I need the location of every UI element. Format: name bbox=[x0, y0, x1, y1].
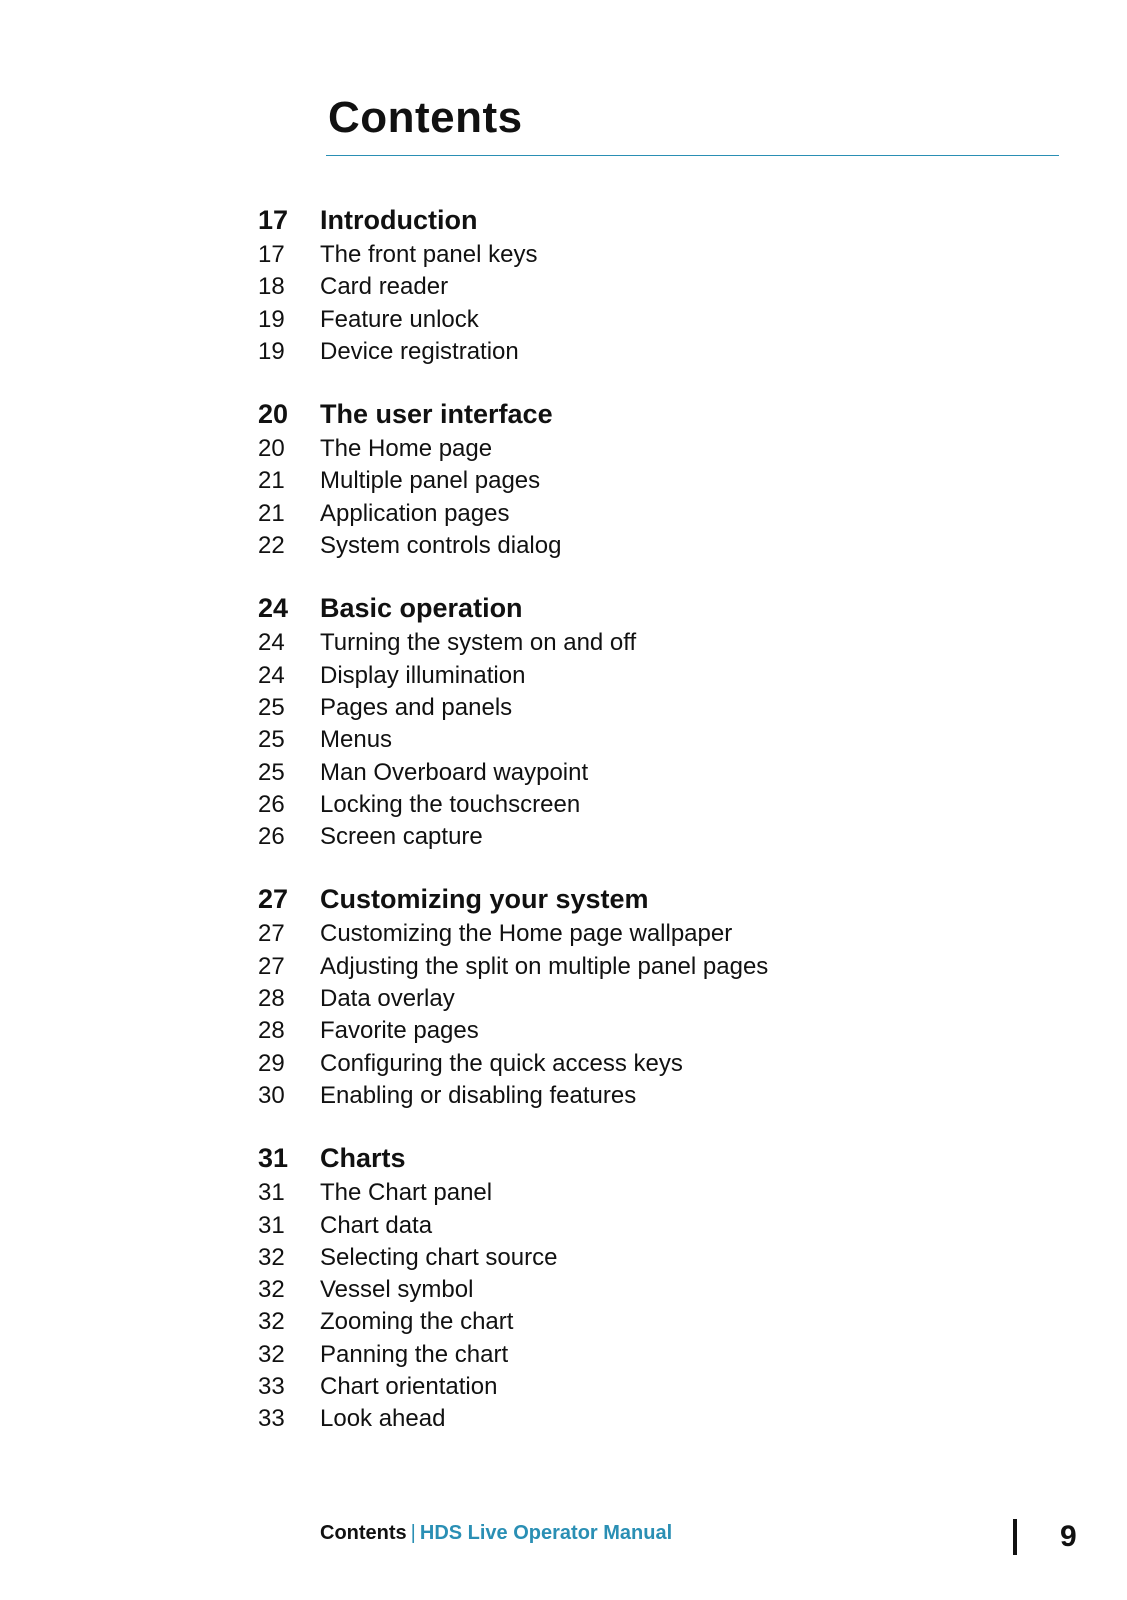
toc-entry-title: Feature unlock bbox=[320, 305, 479, 333]
toc-page-number: 26 bbox=[258, 790, 285, 818]
toc-entry-title: The Home page bbox=[320, 435, 493, 463]
toc-entry-title: Configuring the quick access keys bbox=[320, 1049, 683, 1077]
footer-separator: | bbox=[410, 1522, 416, 1544]
toc-page-number: 21 bbox=[258, 499, 285, 527]
toc-entry[interactable] bbox=[258, 789, 1058, 821]
toc-entry[interactable] bbox=[258, 530, 1058, 562]
toc-section-title: Introduction bbox=[320, 205, 478, 235]
toc-entry[interactable] bbox=[258, 724, 1058, 756]
toc-entry-title: Device registration bbox=[320, 337, 519, 365]
toc-entry[interactable] bbox=[258, 336, 1058, 368]
toc-page-number: 18 bbox=[258, 273, 285, 301]
toc-entry[interactable] bbox=[258, 821, 1058, 853]
toc-entry[interactable] bbox=[258, 1403, 1058, 1435]
title-divider bbox=[326, 155, 1059, 156]
toc-entry[interactable] bbox=[258, 1048, 1058, 1080]
page-title: Contents bbox=[328, 93, 523, 142]
toc-entry-title: Menus bbox=[320, 726, 393, 754]
toc-entry-title: Chart data bbox=[320, 1211, 433, 1239]
toc-entry[interactable] bbox=[258, 1339, 1058, 1371]
toc-entry[interactable] bbox=[258, 465, 1058, 497]
toc-entry[interactable] bbox=[258, 1177, 1058, 1209]
toc-entry[interactable] bbox=[258, 1274, 1058, 1306]
toc-entry[interactable] bbox=[258, 918, 1058, 950]
toc-page-number: 28 bbox=[258, 985, 285, 1013]
toc-entry[interactable] bbox=[258, 498, 1058, 530]
toc-page-number: 24 bbox=[258, 661, 285, 689]
toc-page-number: 31 bbox=[258, 1179, 285, 1207]
toc-page-number: 31 bbox=[258, 1143, 289, 1174]
toc-entry-title: Pages and panels bbox=[320, 693, 513, 721]
toc-entry[interactable] bbox=[258, 1210, 1058, 1242]
toc-page-number: 33 bbox=[258, 1405, 285, 1433]
toc-page-number: 19 bbox=[258, 337, 285, 365]
toc-section-title: Charts bbox=[320, 1143, 406, 1174]
toc-entry[interactable] bbox=[258, 983, 1058, 1015]
toc-page-number: 21 bbox=[258, 467, 285, 495]
page-number-bar bbox=[1013, 1519, 1017, 1555]
toc-page-number: 29 bbox=[258, 1049, 285, 1077]
toc-page-number: 20 bbox=[258, 399, 289, 430]
toc-section-title: The user interface bbox=[320, 399, 553, 430]
toc-page-number: 25 bbox=[258, 758, 285, 786]
toc-entry-title: Chart orientation bbox=[320, 1373, 498, 1401]
toc-page-number: 17 bbox=[258, 205, 289, 235]
toc-entry-title: Multiple panel pages bbox=[320, 467, 541, 495]
page-footer bbox=[320, 1522, 672, 1545]
footer-section-name: Contents bbox=[320, 1522, 407, 1544]
toc-entry[interactable] bbox=[258, 1015, 1058, 1047]
toc-entry-title: Adjusting the split on multiple panel pages bbox=[320, 952, 769, 980]
toc-section-heading[interactable] bbox=[258, 395, 1058, 433]
toc-entry[interactable] bbox=[258, 433, 1058, 465]
toc-entry-title: The Chart panel bbox=[320, 1179, 493, 1207]
toc-page-number: 25 bbox=[258, 693, 285, 721]
toc-section-basic-operation bbox=[258, 589, 1058, 853]
toc-section-title: Customizing your system bbox=[320, 884, 649, 915]
toc-entry-title: Look ahead bbox=[320, 1405, 446, 1433]
toc-entry[interactable] bbox=[258, 1080, 1058, 1112]
toc-entry[interactable] bbox=[258, 1371, 1058, 1403]
toc-entry-title: Man Overboard waypoint bbox=[320, 758, 589, 786]
toc-page-number: 20 bbox=[258, 435, 285, 463]
toc-page-number: 24 bbox=[258, 593, 289, 624]
toc-section-customizing bbox=[258, 880, 1058, 1112]
toc-page-number: 22 bbox=[258, 532, 285, 560]
toc-page-number: 32 bbox=[258, 1308, 285, 1336]
toc-section-heading[interactable] bbox=[258, 880, 1058, 918]
toc-entry-title: The front panel keys bbox=[320, 241, 538, 268]
toc-section-charts bbox=[258, 1139, 1058, 1435]
toc-page-number: 17 bbox=[258, 241, 285, 268]
footer-manual-title: HDS Live Operator Manual bbox=[419, 1522, 673, 1544]
toc-entry-title: Locking the touchscreen bbox=[320, 790, 581, 818]
toc-page-number: 32 bbox=[258, 1340, 285, 1368]
toc-page-number: 27 bbox=[258, 920, 285, 948]
toc-entry-title: Card reader bbox=[320, 273, 449, 301]
toc-entry-title: Vessel symbol bbox=[320, 1276, 474, 1304]
toc-entry-title: Selecting chart source bbox=[320, 1243, 558, 1271]
toc-section-heading[interactable] bbox=[258, 201, 1058, 239]
toc-page-number: 25 bbox=[258, 726, 285, 754]
toc-page-number: 24 bbox=[258, 629, 285, 657]
toc-entry-title: Panning the chart bbox=[320, 1340, 509, 1368]
toc-page-number: 28 bbox=[258, 1017, 285, 1045]
toc-entry[interactable] bbox=[258, 660, 1058, 692]
toc-page-number: 33 bbox=[258, 1373, 285, 1401]
table-of-contents bbox=[258, 201, 1058, 1463]
toc-entry[interactable] bbox=[258, 627, 1058, 659]
toc-page-number: 30 bbox=[258, 1081, 285, 1109]
toc-entry-title: Favorite pages bbox=[320, 1017, 479, 1045]
toc-page-number: 19 bbox=[258, 305, 285, 333]
toc-entry[interactable] bbox=[258, 951, 1058, 983]
toc-page-number: 31 bbox=[258, 1211, 285, 1239]
toc-entry-title: Enabling or disabling features bbox=[320, 1081, 637, 1109]
toc-entry[interactable] bbox=[258, 757, 1058, 789]
toc-entry-title: Display illumination bbox=[320, 661, 526, 689]
toc-entry-title: Turning the system on and off bbox=[320, 629, 637, 657]
toc-entry-title: Customizing the Home page wallpaper bbox=[320, 920, 733, 948]
toc-entry[interactable] bbox=[258, 304, 1058, 336]
toc-entry[interactable] bbox=[258, 271, 1058, 303]
toc-section-user-interface bbox=[258, 395, 1058, 562]
toc-entry[interactable] bbox=[258, 239, 1058, 271]
page-number: 9 bbox=[1060, 1520, 1077, 1553]
toc-entry-title: Screen capture bbox=[320, 823, 483, 851]
toc-page-number: 32 bbox=[258, 1276, 285, 1304]
toc-page-number: 27 bbox=[258, 884, 289, 915]
toc-section-heading[interactable] bbox=[258, 589, 1058, 627]
toc-entry-title: Application pages bbox=[320, 499, 510, 527]
toc-entry[interactable] bbox=[258, 1306, 1058, 1338]
toc-section-title: Basic operation bbox=[320, 593, 523, 624]
toc-entry-title: System controls dialog bbox=[320, 532, 562, 560]
toc-entry[interactable] bbox=[258, 692, 1058, 724]
toc-page-number: 26 bbox=[258, 823, 285, 851]
toc-section-heading[interactable] bbox=[258, 1139, 1058, 1177]
toc-page-number: 32 bbox=[258, 1243, 285, 1271]
toc-entry-title: Zooming the chart bbox=[320, 1308, 514, 1336]
toc-section-introduction bbox=[258, 201, 1058, 368]
toc-entry-title: Data overlay bbox=[320, 985, 455, 1013]
toc-page-number: 27 bbox=[258, 952, 285, 980]
toc-entry[interactable] bbox=[258, 1242, 1058, 1274]
